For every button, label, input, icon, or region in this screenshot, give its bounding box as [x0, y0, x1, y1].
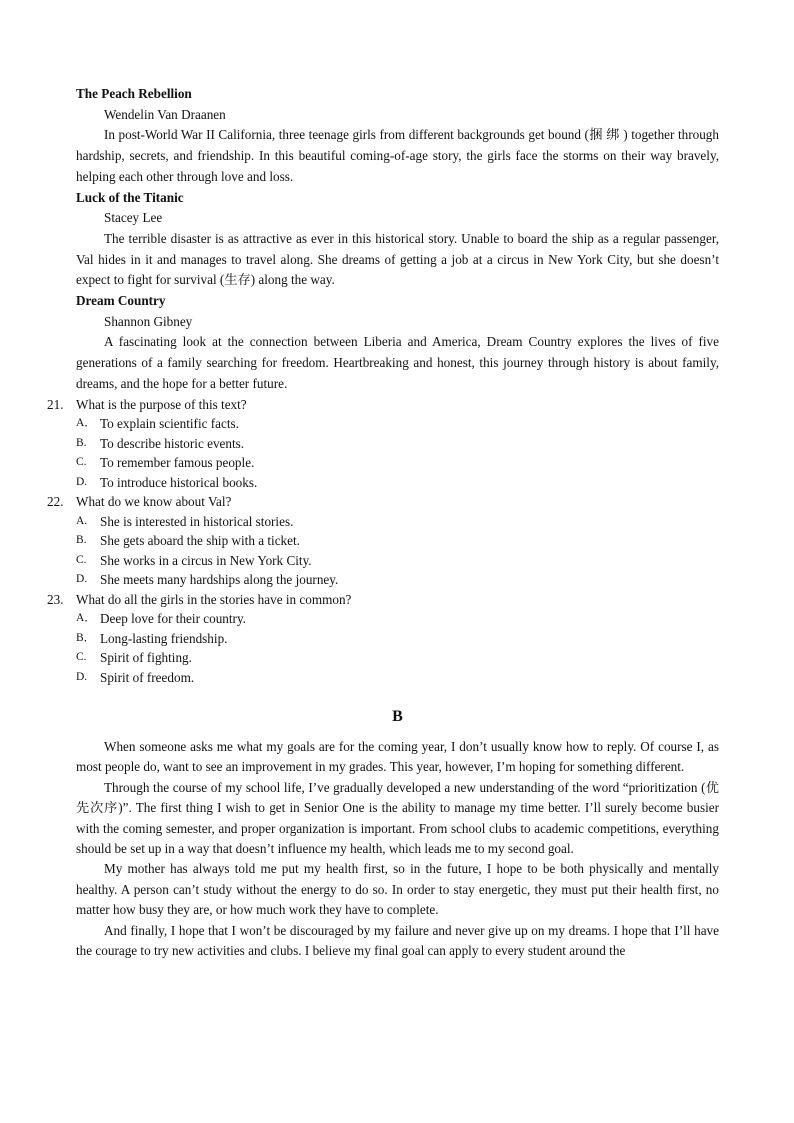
- question-number: 23.: [47, 591, 64, 607]
- book-description: A fascinating look at the connection between Liberia and America, Dream Country explores the lives of five generations of a family searching for freedom. Heartbreaking and honest, this journey through history is about family, dreams, and the hope for a better future.: [76, 334, 719, 391]
- option-letter: C.: [76, 553, 87, 566]
- answer-option[interactable]: [76, 648, 719, 668]
- option-text: To remember famous people.: [100, 455, 255, 471]
- option-letter: C.: [76, 651, 87, 664]
- answer-option[interactable]: [76, 629, 719, 649]
- question-23: [47, 590, 719, 688]
- book-entry: [76, 84, 719, 188]
- section-spacer: [76, 687, 719, 707]
- option-letter: D.: [76, 573, 88, 586]
- option-text: Long-lasting friendship.: [100, 630, 228, 646]
- answer-option[interactable]: [76, 512, 719, 532]
- book-title: Dream Country: [76, 293, 166, 309]
- question-text: What is the purpose of this text?: [76, 396, 247, 412]
- answer-option[interactable]: [76, 551, 719, 571]
- option-letter: B．: [76, 631, 96, 644]
- answer-option[interactable]: [76, 473, 719, 493]
- option-text: Spirit of freedom.: [100, 669, 195, 685]
- option-text: Deep love for their country.: [100, 611, 246, 627]
- option-text: She gets aboard the ship with a ticket.: [100, 533, 300, 549]
- book-author: Wendelin Van Draanen: [104, 106, 226, 122]
- question-number: 22.: [47, 494, 64, 510]
- book-entry: [76, 188, 719, 292]
- question-stem: [47, 395, 719, 415]
- option-letter: A．: [76, 417, 96, 430]
- answer-option[interactable]: [76, 414, 719, 434]
- option-letter: B.: [76, 534, 87, 547]
- passage-b: [76, 737, 719, 961]
- section-spacer: [76, 727, 719, 737]
- answer-option[interactable]: [76, 434, 719, 454]
- answer-option[interactable]: [76, 668, 719, 688]
- question-stem: [47, 492, 719, 512]
- option-letter: B.: [76, 436, 87, 449]
- option-text: She meets many hardships along the journey.: [100, 572, 339, 588]
- question-number: 21.: [47, 396, 64, 412]
- question-stem: [47, 590, 719, 610]
- option-text: To explain scientific facts.: [100, 416, 239, 432]
- option-text: To describe historic events.: [100, 435, 245, 451]
- option-letter: A．: [76, 612, 96, 625]
- book-author: Shannon Gibney: [104, 313, 193, 329]
- option-text: To introduce historical books.: [100, 474, 258, 490]
- option-text: Spirit of fighting.: [100, 650, 192, 666]
- book-title: The Peach Rebellion: [76, 86, 192, 101]
- answer-option[interactable]: [76, 531, 719, 551]
- answer-option[interactable]: [76, 453, 719, 473]
- question-text: What do all the girls in the stories have in common?: [76, 591, 352, 607]
- section-heading: B: [392, 708, 403, 726]
- option-letter: C.: [76, 456, 87, 469]
- question-text: What do we know about Val?: [76, 494, 232, 510]
- book-entry: [76, 291, 719, 395]
- answer-option[interactable]: [76, 570, 719, 590]
- question-21: [47, 395, 719, 493]
- passage-paragraph: And finally, I hope that I won’t be discouraged by my failure and never give up on my dreams. I hope that I’ll have the courage to try new activities and clubs. I believe my final goal can apply to every student around the: [76, 922, 719, 959]
- option-text: She works in a circus in New York City.: [100, 552, 312, 568]
- passage-paragraph: When someone asks me what my goals are for the coming year, I don’t usually know how to reply. Of course I, as most people do, want to see an improvement in my grades. This year, however, I’m hoping for something different.: [76, 739, 719, 775]
- option-letter: D.: [76, 475, 88, 488]
- page-content: [47, 84, 719, 962]
- passage-paragraph: Through the course of my school life, I’ve gradually developed a new understanding of the word “prioritization (优先次序)”. The first thing I wish to get in Senior One is the ability to manage my time better. I’ll surely become busier with the coming semester, and proper organization is important. From school clubs to academic competitions, everything should be set up in a way that doesn’t influence my health, which leads me to my second goal.: [76, 779, 719, 857]
- book-author: Stacey Lee: [104, 210, 163, 226]
- option-letter: A.: [76, 514, 88, 527]
- book-description: In post-World War II California, three teenage girls from different backgrounds get bound (捆 绑 ) together through hardship, secrets, and friendship. In this beautiful coming-of-age story, the girls face the storms on their way bravely, helping each other through love and loss.: [76, 127, 719, 184]
- option-letter: D.: [76, 670, 88, 683]
- book-title: Luck of the Titanic: [76, 189, 184, 205]
- option-text: She is interested in historical stories.: [100, 513, 294, 529]
- book-description: The terrible disaster is as attractive as ever in this historical story. Unable to board the ship as a regular passenger, Val hides in it and manages to travel along. She dreams of getting a job at a circus in New York City, but she doesn’t expect to fight for survival (生存) along the way.: [76, 230, 719, 288]
- passage-paragraph: My mother has always told me put my health first, so in the future, I hope to be both physically and mentally healthy. A person can’t study without the energy to do so. In order to stay energetic, they must put their health first, no matter how busy they are, or how much work they have to complete.: [76, 861, 719, 918]
- question-22: [47, 492, 719, 590]
- answer-option[interactable]: [76, 609, 719, 629]
